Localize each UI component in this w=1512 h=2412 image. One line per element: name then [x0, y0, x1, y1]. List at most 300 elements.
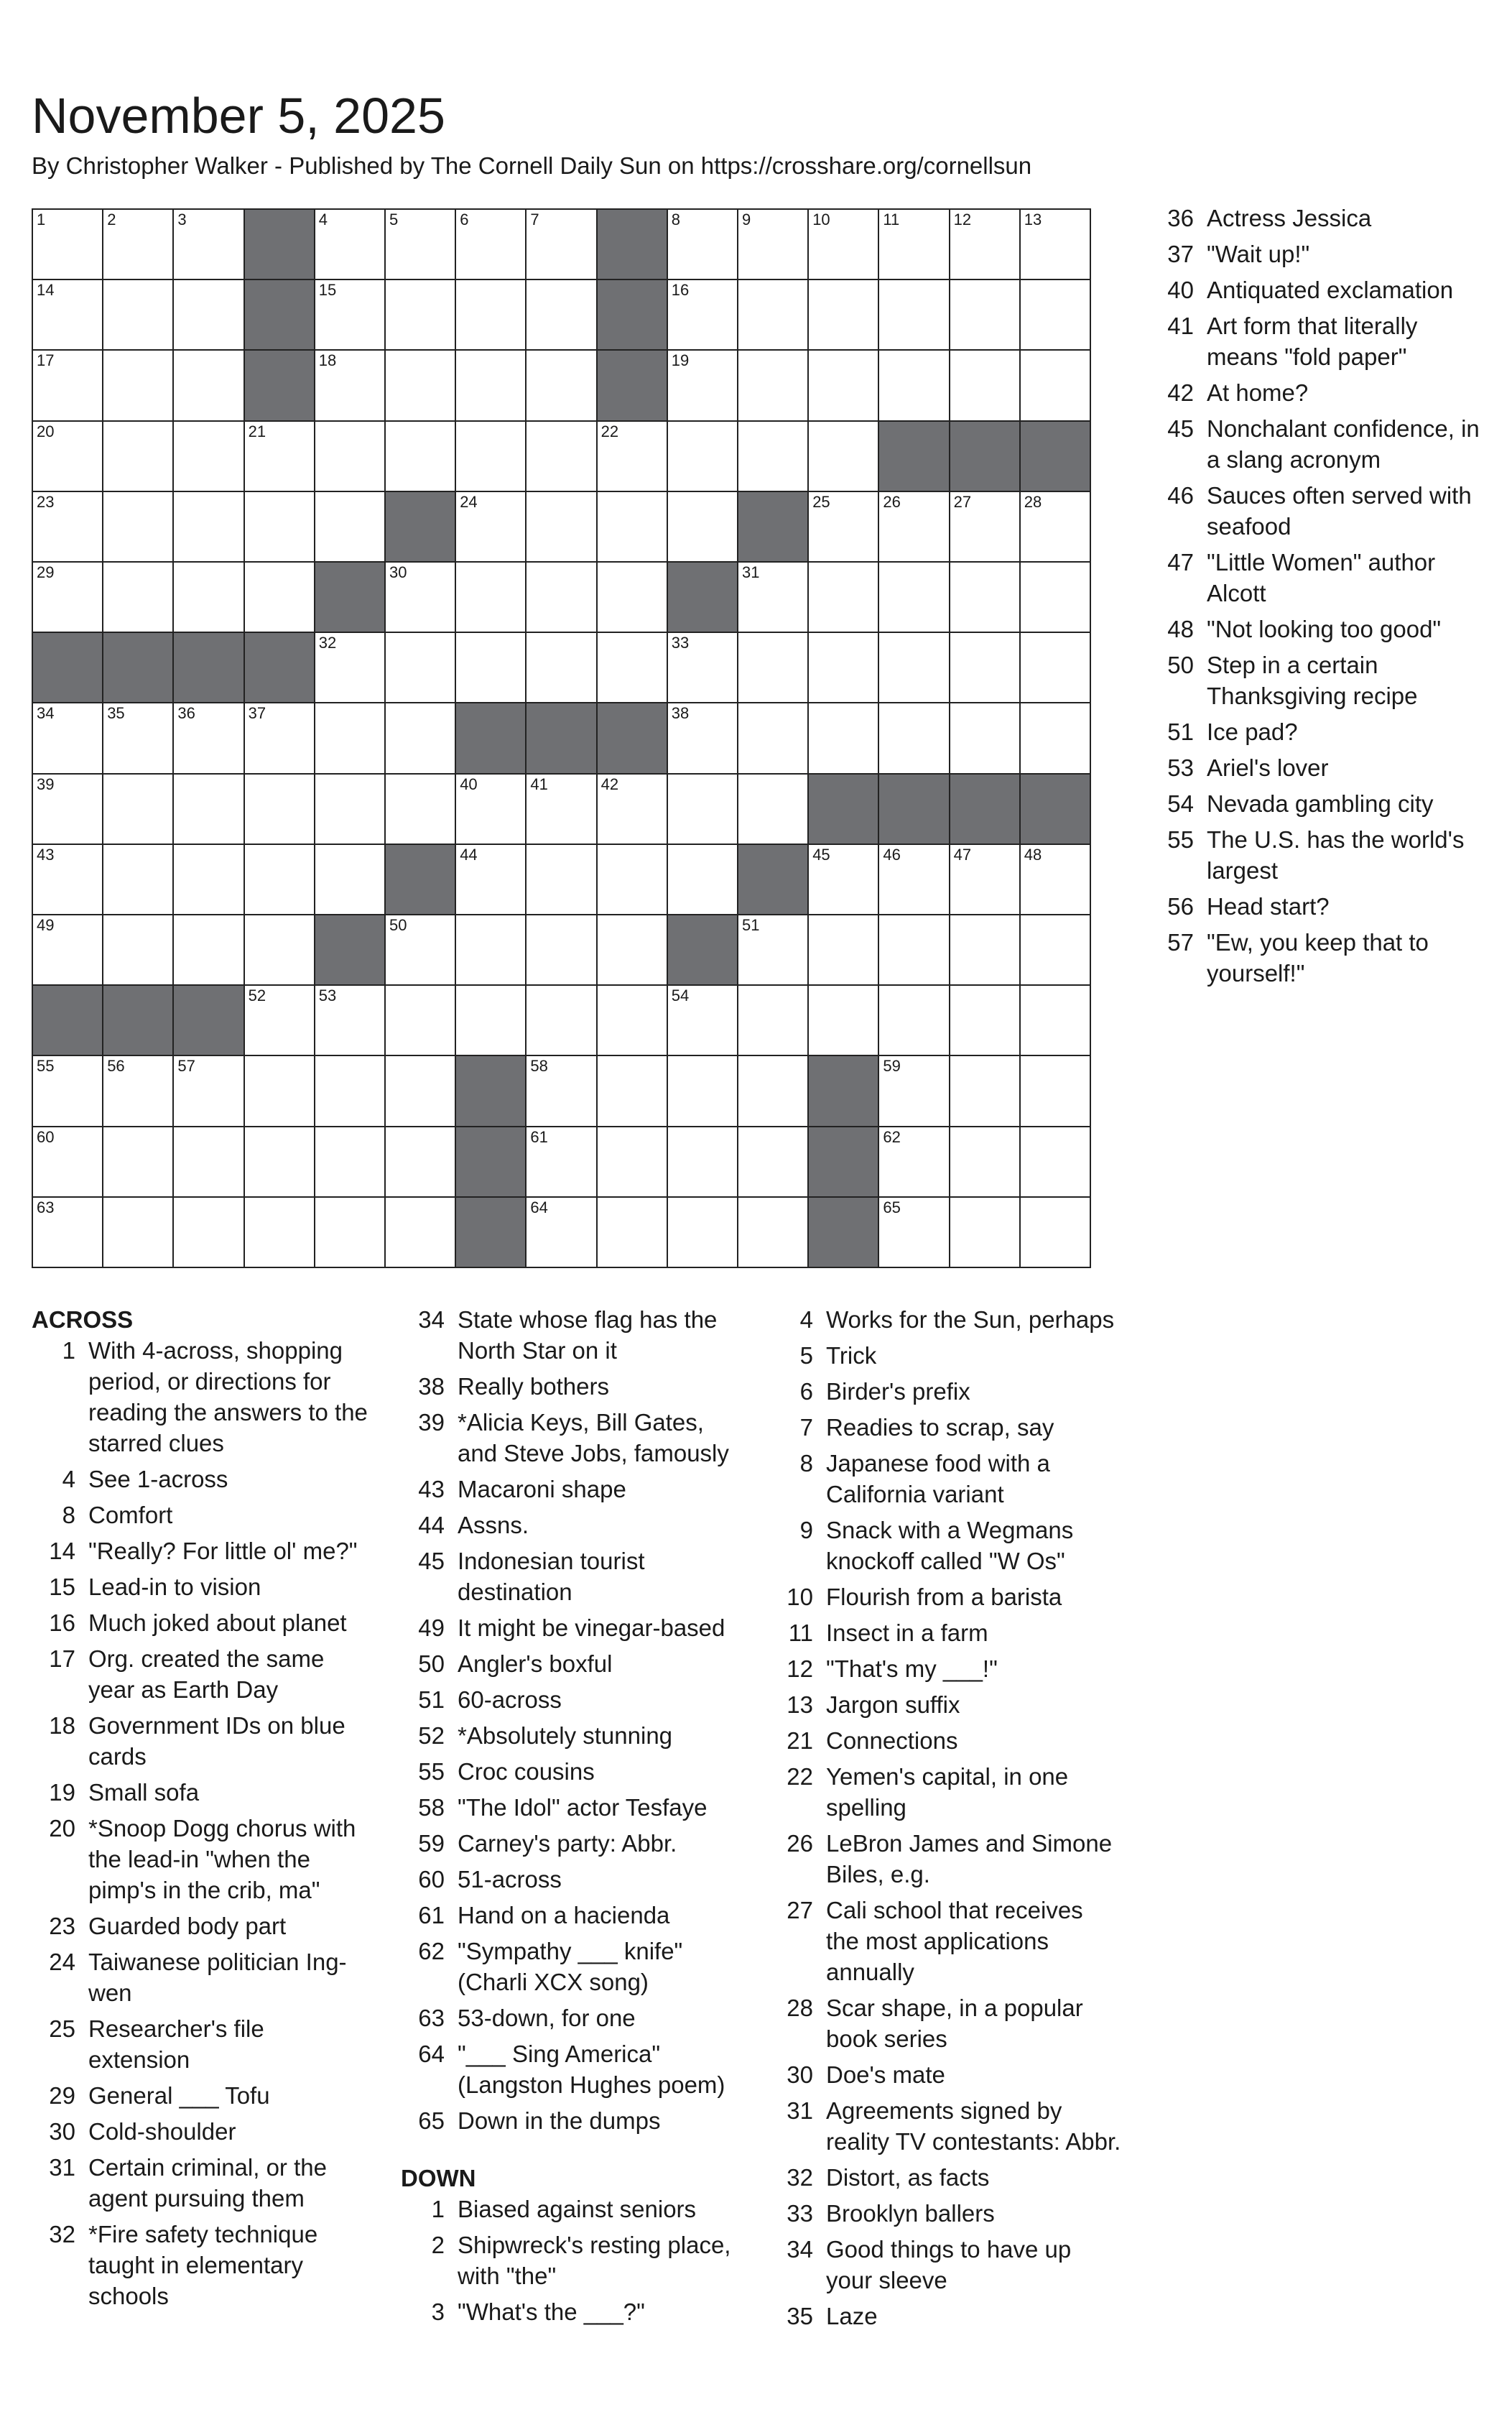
- grid-cell[interactable]: [32, 1126, 103, 1198]
- across-clue[interactable]: [32, 1777, 369, 1808]
- grid-cell[interactable]: [878, 632, 950, 703]
- down-clue[interactable]: [769, 2301, 1121, 2332]
- grid-cell[interactable]: [737, 349, 809, 421]
- grid-cell[interactable]: [525, 844, 597, 915]
- grid-cell[interactable]: [949, 491, 1021, 563]
- cell-number: 54: [671, 986, 690, 1005]
- across-clue[interactable]: [401, 1304, 746, 1366]
- grid-cell[interactable]: [102, 702, 174, 774]
- grid-cell[interactable]: [314, 632, 386, 703]
- clue-number: 22: [787, 1763, 813, 1790]
- grid-cell[interactable]: [667, 702, 738, 774]
- grid-cell[interactable]: [525, 208, 597, 280]
- grid-cell[interactable]: [667, 773, 738, 845]
- grid-cell[interactable]: [102, 773, 174, 845]
- across-clue[interactable]: [401, 1371, 746, 1402]
- grid-cell[interactable]: [102, 844, 174, 915]
- grid-cell[interactable]: [32, 1055, 103, 1127]
- grid-cell[interactable]: [32, 844, 103, 915]
- clue-text: Insect in a farm: [826, 1619, 988, 1646]
- grid-cell[interactable]: [949, 844, 1021, 915]
- across-clue[interactable]: [32, 1335, 369, 1459]
- grid-cell[interactable]: [314, 1126, 386, 1198]
- down-clue[interactable]: [1150, 203, 1495, 234]
- grid-cell[interactable]: [384, 702, 456, 774]
- grid-cell[interactable]: [455, 491, 527, 563]
- grid-cell[interactable]: [172, 420, 244, 492]
- grid-cell[interactable]: [172, 561, 244, 633]
- across-clue[interactable]: [32, 1500, 369, 1530]
- grid-cell[interactable]: [314, 279, 386, 351]
- grid-cell[interactable]: [596, 773, 668, 845]
- grid-cell[interactable]: [244, 984, 315, 1056]
- grid-cell[interactable]: [102, 561, 174, 633]
- across-clue[interactable]: [401, 1474, 746, 1505]
- grid-cell[interactable]: [525, 632, 597, 703]
- grid-cell[interactable]: [807, 984, 879, 1056]
- grid-cell[interactable]: [1019, 279, 1091, 351]
- grid-cell[interactable]: [878, 984, 950, 1056]
- grid-cell[interactable]: [102, 279, 174, 351]
- grid-cell[interactable]: [32, 420, 103, 492]
- grid-cell[interactable]: [807, 844, 879, 915]
- down-clue[interactable]: [769, 1653, 1121, 1684]
- grid-cell[interactable]: [32, 914, 103, 986]
- grid-cell[interactable]: [244, 491, 315, 563]
- across-clue[interactable]: [401, 1828, 746, 1859]
- across-clue[interactable]: [32, 2116, 369, 2147]
- grid-block: [172, 632, 244, 703]
- grid-cell[interactable]: [32, 279, 103, 351]
- across-clue[interactable]: [32, 2080, 369, 2111]
- down-clue[interactable]: [769, 1376, 1121, 1407]
- cell-number: 53: [318, 986, 337, 1005]
- grid-cell[interactable]: [244, 914, 315, 986]
- cell-number: 61: [530, 1127, 548, 1146]
- down-clue[interactable]: [1150, 377, 1495, 408]
- grid-cell[interactable]: [172, 208, 244, 280]
- clue-number: 37: [1167, 241, 1194, 267]
- grid-cell[interactable]: [455, 844, 527, 915]
- grid-cell[interactable]: [596, 632, 668, 703]
- grid-cell[interactable]: [384, 349, 456, 421]
- clue-number: 44: [418, 1512, 445, 1538]
- grid-cell[interactable]: [1019, 208, 1091, 280]
- grid-cell[interactable]: [878, 349, 950, 421]
- grid-cell[interactable]: [314, 208, 386, 280]
- grid-cell[interactable]: [314, 984, 386, 1056]
- grid-cell[interactable]: [737, 279, 809, 351]
- grid-cell[interactable]: [244, 1055, 315, 1127]
- grid-cell[interactable]: [172, 1196, 244, 1268]
- grid-cell[interactable]: [878, 208, 950, 280]
- grid-cell[interactable]: [949, 279, 1021, 351]
- grid-cell[interactable]: [737, 1196, 809, 1268]
- grid-cell[interactable]: [102, 420, 174, 492]
- grid-cell[interactable]: [525, 279, 597, 351]
- down-clue[interactable]: [1150, 788, 1495, 819]
- grid-cell[interactable]: [949, 1055, 1021, 1127]
- grid-cell[interactable]: [455, 349, 527, 421]
- clue-text: Macaroni shape: [458, 1476, 626, 1502]
- down-clue[interactable]: [769, 1828, 1121, 1890]
- grid-cell[interactable]: [596, 1055, 668, 1127]
- grid-cell[interactable]: [949, 632, 1021, 703]
- down-clue[interactable]: [769, 1412, 1121, 1443]
- grid-cell[interactable]: [878, 702, 950, 774]
- clue-text: Sauces often served with seafood: [1207, 482, 1472, 540]
- grid-cell[interactable]: [1019, 702, 1091, 774]
- grid-cell[interactable]: [596, 914, 668, 986]
- grid-cell[interactable]: [525, 914, 597, 986]
- clue-number: 42: [1167, 379, 1194, 406]
- grid-cell[interactable]: [949, 1126, 1021, 1198]
- grid-cell[interactable]: [384, 1196, 456, 1268]
- down-clue[interactable]: [769, 2198, 1121, 2229]
- clue-text: "The Idol" actor Tesfaye: [458, 1794, 708, 1821]
- grid-cell[interactable]: [525, 420, 597, 492]
- grid-cell[interactable]: [172, 773, 244, 845]
- grid-cell[interactable]: [314, 1196, 386, 1268]
- grid-cell[interactable]: [384, 1126, 456, 1198]
- down-clue[interactable]: [769, 1515, 1121, 1576]
- grid-cell[interactable]: [102, 491, 174, 563]
- grid-cell[interactable]: [525, 349, 597, 421]
- across-clue[interactable]: [32, 2219, 369, 2311]
- grid-cell[interactable]: [102, 914, 174, 986]
- clue-text: Snack with a Wegmans knockoff called "W Os": [826, 1517, 1074, 1574]
- down-clue[interactable]: [1150, 413, 1495, 475]
- down-clue[interactable]: [1150, 650, 1495, 711]
- grid-cell[interactable]: [314, 349, 386, 421]
- grid-cell[interactable]: [1019, 632, 1091, 703]
- clue-text: Comfort: [88, 1502, 173, 1528]
- down-clue[interactable]: [769, 1895, 1121, 1987]
- grid-block: [949, 420, 1021, 492]
- grid-block: [596, 208, 668, 280]
- grid-cell[interactable]: [737, 632, 809, 703]
- grid-cell[interactable]: [32, 349, 103, 421]
- across-clue[interactable]: [401, 1612, 746, 1643]
- grid-cell[interactable]: [455, 420, 527, 492]
- down-clue[interactable]: [1150, 274, 1495, 305]
- cell-number: 13: [1024, 211, 1042, 228]
- down-clue[interactable]: [769, 1992, 1121, 2054]
- grid-cell[interactable]: [1019, 561, 1091, 633]
- across-clue[interactable]: [401, 1900, 746, 1931]
- grid-cell[interactable]: [878, 914, 950, 986]
- across-clue[interactable]: [401, 1792, 746, 1823]
- grid-cell[interactable]: [949, 561, 1021, 633]
- grid-cell[interactable]: [455, 914, 527, 986]
- grid-cell[interactable]: [244, 1196, 315, 1268]
- grid-cell[interactable]: [32, 208, 103, 280]
- grid-cell[interactable]: [525, 1196, 597, 1268]
- grid-cell[interactable]: [596, 491, 668, 563]
- down-clue[interactable]: [401, 2230, 746, 2291]
- across-clue[interactable]: [401, 1936, 746, 1997]
- down-clue[interactable]: [769, 1581, 1121, 1612]
- grid-cell[interactable]: [32, 561, 103, 633]
- grid-block: [878, 420, 950, 492]
- grid-cell[interactable]: [807, 279, 879, 351]
- across-clue[interactable]: [32, 1643, 369, 1705]
- grid-cell[interactable]: [1019, 844, 1091, 915]
- cell-number: 5: [389, 211, 399, 228]
- grid-cell[interactable]: [596, 1196, 668, 1268]
- grid-cell[interactable]: [807, 702, 879, 774]
- grid-cell[interactable]: [525, 773, 597, 845]
- clue-number: 28: [787, 1995, 813, 2021]
- down-clue[interactable]: [769, 1725, 1121, 1756]
- grid-cell[interactable]: [807, 208, 879, 280]
- grid-cell[interactable]: [596, 561, 668, 633]
- grid-cell[interactable]: [314, 702, 386, 774]
- grid-cell[interactable]: [949, 349, 1021, 421]
- grid-cell[interactable]: [737, 773, 809, 845]
- grid-cell[interactable]: [314, 1055, 386, 1127]
- down-clue[interactable]: [1150, 310, 1495, 372]
- across-clue[interactable]: [401, 1407, 746, 1469]
- grid-cell[interactable]: [1019, 491, 1091, 563]
- grid-cell[interactable]: [878, 1055, 950, 1127]
- across-clue[interactable]: [32, 2152, 369, 2214]
- down-clue[interactable]: [769, 1689, 1121, 1720]
- grid-cell[interactable]: [807, 914, 879, 986]
- grid-cell[interactable]: [455, 208, 527, 280]
- grid-cell[interactable]: [244, 561, 315, 633]
- grid-cell[interactable]: [596, 1126, 668, 1198]
- grid-cell[interactable]: [667, 349, 738, 421]
- grid-cell[interactable]: [878, 844, 950, 915]
- down-clue[interactable]: [769, 2095, 1121, 2157]
- grid-cell[interactable]: [384, 208, 456, 280]
- grid-cell[interactable]: [102, 208, 174, 280]
- down-clue[interactable]: [1150, 752, 1495, 783]
- grid-cell[interactable]: [667, 491, 738, 563]
- grid-cell[interactable]: [878, 279, 950, 351]
- down-clue[interactable]: [769, 1304, 1121, 1335]
- grid-cell[interactable]: [102, 1196, 174, 1268]
- grid-cell[interactable]: [1019, 1126, 1091, 1198]
- grid-cell[interactable]: [455, 561, 527, 633]
- across-clue[interactable]: [32, 1910, 369, 1941]
- grid-cell[interactable]: [667, 632, 738, 703]
- grid-cell[interactable]: [455, 984, 527, 1056]
- grid-cell[interactable]: [455, 279, 527, 351]
- grid-cell[interactable]: [172, 844, 244, 915]
- grid-cell[interactable]: [244, 773, 315, 845]
- grid-cell[interactable]: [596, 420, 668, 492]
- grid-cell[interactable]: [737, 984, 809, 1056]
- grid-cell[interactable]: [807, 561, 879, 633]
- grid-cell[interactable]: [384, 914, 456, 986]
- grid-cell[interactable]: [102, 1126, 174, 1198]
- down-clue[interactable]: [401, 2296, 746, 2327]
- clue-text: With 4-across, shopping period, or directions for reading the answers to the starred clues: [88, 1337, 368, 1456]
- across-clue[interactable]: [32, 1946, 369, 2008]
- grid-cell[interactable]: [1019, 1055, 1091, 1127]
- across-clue[interactable]: [32, 1607, 369, 1638]
- across-clue[interactable]: [401, 1510, 746, 1540]
- grid-cell[interactable]: [949, 1196, 1021, 1268]
- across-clue[interactable]: [401, 2105, 746, 2136]
- grid-cell[interactable]: [949, 702, 1021, 774]
- across-clue[interactable]: [401, 2002, 746, 2033]
- down-clue[interactable]: [1150, 927, 1495, 989]
- grid-cell[interactable]: [384, 279, 456, 351]
- down-clue[interactable]: [1150, 480, 1495, 542]
- grid-cell[interactable]: [244, 1126, 315, 1198]
- down-clue[interactable]: [769, 2162, 1121, 2193]
- grid-cell[interactable]: [807, 491, 879, 563]
- grid-cell[interactable]: [737, 702, 809, 774]
- clue-text: "___ Sing America" (Langston Hughes poem): [458, 2041, 725, 2098]
- across-clue[interactable]: [401, 1756, 746, 1787]
- clue-number: 7: [799, 1414, 813, 1441]
- grid-cell[interactable]: [737, 914, 809, 986]
- grid-cell[interactable]: [32, 773, 103, 845]
- grid-cell[interactable]: [314, 844, 386, 915]
- across-clue[interactable]: [401, 1720, 746, 1751]
- grid-cell[interactable]: [667, 984, 738, 1056]
- across-clue[interactable]: [32, 1571, 369, 1602]
- down-clue[interactable]: [769, 1761, 1121, 1823]
- grid-cell[interactable]: [102, 1055, 174, 1127]
- grid-cell[interactable]: [32, 1196, 103, 1268]
- across-clue[interactable]: [401, 1545, 746, 1607]
- cell-number: 43: [37, 845, 55, 864]
- grid-cell[interactable]: [384, 420, 456, 492]
- grid-cell[interactable]: [525, 1055, 597, 1127]
- grid-cell[interactable]: [525, 561, 597, 633]
- down-clue[interactable]: [1150, 614, 1495, 644]
- grid-cell[interactable]: [172, 1055, 244, 1127]
- grid-cell[interactable]: [384, 632, 456, 703]
- grid-cell[interactable]: [244, 420, 315, 492]
- grid-cell[interactable]: [314, 773, 386, 845]
- down-clue[interactable]: [1150, 547, 1495, 609]
- down-clue[interactable]: [1150, 891, 1495, 922]
- grid-cell[interactable]: [384, 1055, 456, 1127]
- grid-cell[interactable]: [878, 1126, 950, 1198]
- grid-cell[interactable]: [455, 632, 527, 703]
- grid-cell[interactable]: [737, 1126, 809, 1198]
- grid-cell[interactable]: [667, 844, 738, 915]
- clue-number: 47: [1167, 549, 1194, 576]
- grid-cell[interactable]: [455, 773, 527, 845]
- across-clue[interactable]: [32, 1710, 369, 1772]
- grid-cell[interactable]: [384, 984, 456, 1056]
- grid-cell[interactable]: [172, 1126, 244, 1198]
- grid-cell[interactable]: [102, 349, 174, 421]
- grid-cell[interactable]: [949, 914, 1021, 986]
- grid-cell[interactable]: [737, 561, 809, 633]
- grid-cell[interactable]: [384, 773, 456, 845]
- down-clue[interactable]: [1150, 824, 1495, 886]
- grid-cell[interactable]: [244, 702, 315, 774]
- grid-cell[interactable]: [314, 420, 386, 492]
- grid-cell[interactable]: [667, 1126, 738, 1198]
- down-clue[interactable]: [769, 2059, 1121, 2090]
- grid-cell[interactable]: [949, 984, 1021, 1056]
- down-clue[interactable]: [769, 2234, 1121, 2296]
- across-clue[interactable]: [32, 1535, 369, 1566]
- down-clue[interactable]: [1150, 716, 1495, 747]
- grid-cell[interactable]: [172, 349, 244, 421]
- grid-cell[interactable]: [878, 1196, 950, 1268]
- grid-cell[interactable]: [314, 491, 386, 563]
- grid-cell[interactable]: [667, 279, 738, 351]
- grid-cell[interactable]: [667, 1055, 738, 1127]
- clue-text: 51-across: [458, 1866, 562, 1893]
- grid-cell[interactable]: [384, 561, 456, 633]
- clue-number: 34: [787, 2236, 813, 2263]
- grid-cell[interactable]: [667, 420, 738, 492]
- grid-cell[interactable]: [737, 420, 809, 492]
- grid-cell[interactable]: [878, 561, 950, 633]
- grid-cell[interactable]: [172, 702, 244, 774]
- clue-number: 36: [1167, 205, 1194, 231]
- across-clue[interactable]: [401, 1648, 746, 1679]
- grid-block: [102, 632, 174, 703]
- down-clue[interactable]: [401, 2194, 746, 2224]
- cell-number: 11: [883, 211, 900, 228]
- cell-number: 60: [37, 1127, 55, 1146]
- across-clue[interactable]: [32, 1464, 369, 1494]
- grid-cell[interactable]: [1019, 349, 1091, 421]
- grid-cell[interactable]: [807, 632, 879, 703]
- across-clue[interactable]: [401, 1864, 746, 1895]
- grid-cell[interactable]: [667, 1196, 738, 1268]
- grid-cell[interactable]: [807, 420, 879, 492]
- clue-number: 58: [418, 1794, 445, 1821]
- grid-cell[interactable]: [1019, 984, 1091, 1056]
- across-clue[interactable]: [401, 2038, 746, 2100]
- grid-cell[interactable]: [949, 208, 1021, 280]
- down-clue[interactable]: [769, 1448, 1121, 1510]
- grid-cell[interactable]: [525, 491, 597, 563]
- grid-cell[interactable]: [596, 844, 668, 915]
- grid-cell[interactable]: [1019, 1196, 1091, 1268]
- grid-cell[interactable]: [878, 491, 950, 563]
- across-clue[interactable]: [32, 1813, 369, 1905]
- down-clue[interactable]: [1150, 239, 1495, 269]
- clue-text: General ___ Tofu: [88, 2082, 270, 2109]
- across-clue[interactable]: [401, 1684, 746, 1715]
- grid-cell[interactable]: [32, 491, 103, 563]
- clue-text: Art form that literally means "fold paper": [1207, 313, 1418, 370]
- grid-cell[interactable]: [525, 984, 597, 1056]
- across-clue[interactable]: [32, 2013, 369, 2075]
- clue-number: 25: [49, 2015, 75, 2042]
- grid-cell[interactable]: [32, 702, 103, 774]
- grid-cell[interactable]: [737, 208, 809, 280]
- down-clue[interactable]: [769, 1340, 1121, 1371]
- grid-cell[interactable]: [525, 1126, 597, 1198]
- down-clue[interactable]: [769, 1617, 1121, 1648]
- grid-block: [525, 702, 597, 774]
- grid-cell[interactable]: [172, 279, 244, 351]
- grid-cell[interactable]: [244, 844, 315, 915]
- grid-cell[interactable]: [1019, 914, 1091, 986]
- grid-cell[interactable]: [737, 1055, 809, 1127]
- grid-cell[interactable]: [807, 349, 879, 421]
- grid-cell[interactable]: [667, 208, 738, 280]
- grid-cell[interactable]: [172, 491, 244, 563]
- grid-cell[interactable]: [172, 914, 244, 986]
- grid-cell[interactable]: [596, 984, 668, 1056]
